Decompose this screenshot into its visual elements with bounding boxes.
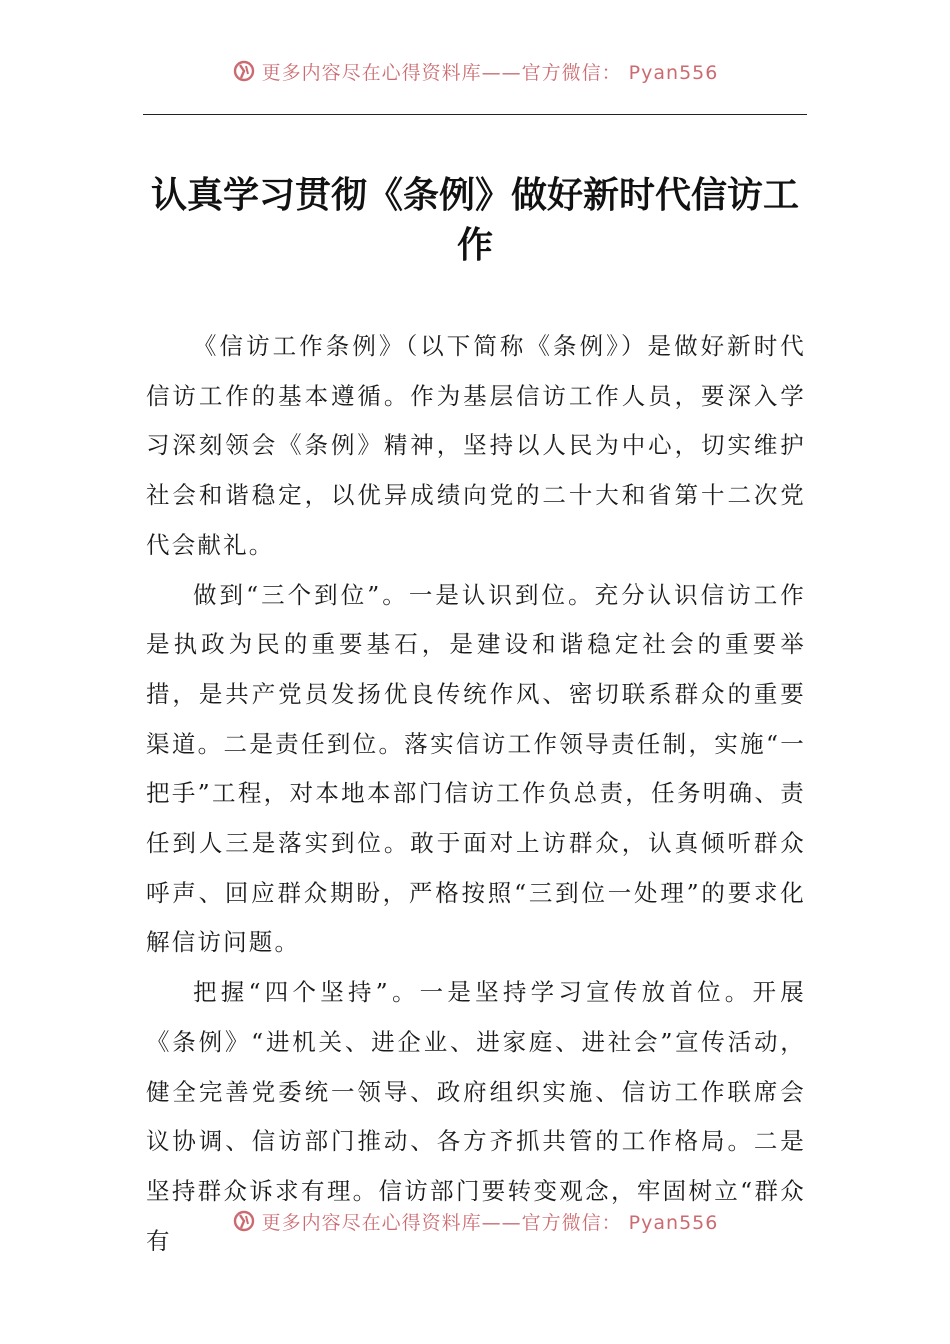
brand-logo-icon [232,1209,256,1233]
watermark-text: 更多内容尽在心得资料库——官方微信： Pyan556 [261,1211,719,1234]
paragraph-intro: 《信访工作条例》（以下简称《条例》）是做好新时代信访工作的基本遵循。作为基层信访工作人员，要深入学习深刻领会《条例》精神，坚持以人民为中心，切实维护社会和谐稳定，以优异成绩向党的二十大和省第十二次党代会献礼。 [146,332,806,559]
header-divider [143,114,807,115]
paragraph-four-persist: 把握“四个坚持”。一是坚持学习宣传放首位。开展《条例》“进机关、进企业、进家庭、进社会”宣传活动，健全完善党委统一领导、政府组织实施、信访工作联席会议协调、信访部门推动、各方齐抓共管的工作格局。二是坚持群众诉求有理。信访部门要转变观念，牢固树立“群众有 [146,978,806,1255]
document-title: 认真学习贯彻《条例》做好新时代信访工作 [150,174,799,266]
paragraph-three-in-place: 做到“三个到位”。一是认识到位。充分认识信访工作是执政为民的重要基石，是建设和谐稳定社会的重要举措，是共产党员发扬优良传统作风、密切联系群众的重要渠道。二是责任到位。落实信访工作领导责任制，实施“一把手”工程，对本地本部门信访工作负总责，任务明确、责任到人三是落实到位。敢于面对上访群众，认真倾听群众呼声、回应群众期盼，严格按照“三到位一处理”的要求化解信访问题。 [146,580,806,957]
brand-logo-icon [232,59,256,83]
watermark-bottom [0,1206,950,1236]
watermark-top [0,56,950,86]
watermark-text: 更多内容尽在心得资料库——官方微信： Pyan556 [261,61,719,84]
